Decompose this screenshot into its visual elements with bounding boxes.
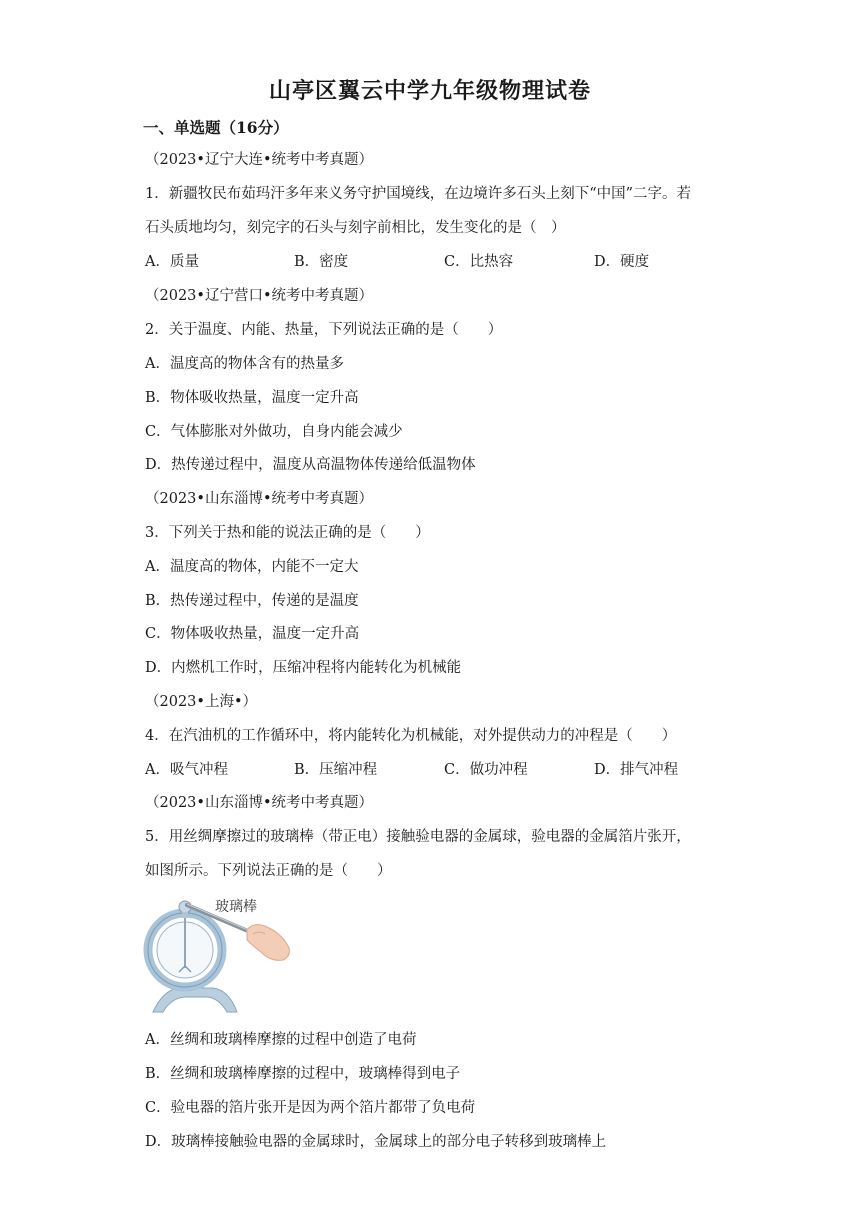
q5-stem-line1: 5．用丝绸摩擦过的玻璃棒（带正电）接触验电器的金属球，验电器的金属箔片张开， bbox=[145, 829, 691, 845]
q3-option-c: C．物体吸收热量，温度一定升高 bbox=[145, 626, 360, 642]
q1-stem-line2: 石头质地均匀，刻完字的石头与刻字前相比，发生变化的是（ ） bbox=[145, 220, 566, 236]
q5-source: （2023•山东淄博•统考中考真题） bbox=[145, 795, 374, 811]
figure-label-glass-rod: 玻璃棒 bbox=[215, 899, 257, 915]
q1-option-c: C．比热容 bbox=[444, 254, 514, 270]
q1-source: （2023•辽宁大连•统考中考真题） bbox=[145, 152, 374, 168]
q3-option-b: B．热传递过程中，传递的是温度 bbox=[145, 593, 359, 609]
q2-stem: 2．关于温度、内能、热量，下列说法正确的是（ ） bbox=[145, 322, 503, 338]
q5-option-c: C．验电器的箔片张开是因为两个箔片都带了负电荷 bbox=[145, 1100, 476, 1116]
q4-option-b: B．压缩冲程 bbox=[294, 762, 378, 778]
q5-stem-line2: 如图所示。下列说法正确的是（ ） bbox=[145, 863, 392, 879]
q2-source: （2023•辽宁营口•统考中考真题） bbox=[145, 288, 374, 304]
q2-option-a: A．温度高的物体含有的热量多 bbox=[145, 356, 344, 372]
q4-stem: 4．在汽油机的工作循环中，将内能转化为机械能，对外提供动力的冲程是（ ） bbox=[145, 728, 677, 744]
q5-option-d: D．玻璃棒接触验电器的金属球时，金属球上的部分电子转移到玻璃棒上 bbox=[145, 1134, 607, 1150]
q1-option-b: B．密度 bbox=[294, 254, 349, 270]
q3-source: （2023•山东淄博•统考中考真题） bbox=[145, 491, 374, 507]
exam-title: 山亭区翼云中学九年级物理试卷 bbox=[268, 78, 591, 104]
electroscope-figure bbox=[143, 890, 303, 1020]
q4-source: （2023•上海•） bbox=[145, 694, 258, 710]
q5-option-a: A．丝绸和玻璃棒摩擦的过程中创造了电荷 bbox=[145, 1032, 417, 1048]
q1-stem-line1: 1．新疆牧民布茹玛汗多年来义务守护国境线，在边境许多石头上刻下“中国”二字。若 bbox=[145, 186, 692, 202]
q5-option-b: B．丝绸和玻璃棒摩擦的过程中，玻璃棒得到电子 bbox=[145, 1066, 461, 1082]
q2-option-d: D．热传递过程中，温度从高温物体传递给低温物体 bbox=[145, 457, 476, 473]
q3-option-d: D．内燃机工作时，压缩冲程将内能转化为机械能 bbox=[145, 660, 462, 676]
q3-stem: 3．下列关于热和能的说法正确的是（ ） bbox=[145, 525, 430, 541]
section-heading: 一、单选题（16分） bbox=[143, 118, 289, 137]
q4-option-d: D．排气冲程 bbox=[594, 762, 679, 778]
q4-option-c: C．做功冲程 bbox=[444, 762, 528, 778]
q2-option-b: B．物体吸收热量，温度一定升高 bbox=[145, 390, 359, 406]
q4-option-a: A．吸气冲程 bbox=[145, 762, 228, 778]
q1-option-a: A．质量 bbox=[145, 254, 199, 270]
q3-option-a: A．温度高的物体，内能不一定大 bbox=[145, 559, 359, 575]
q1-option-d: D．硬度 bbox=[594, 254, 650, 270]
q2-option-c: C．气体膨胀对外做功，自身内能会减少 bbox=[145, 424, 403, 440]
